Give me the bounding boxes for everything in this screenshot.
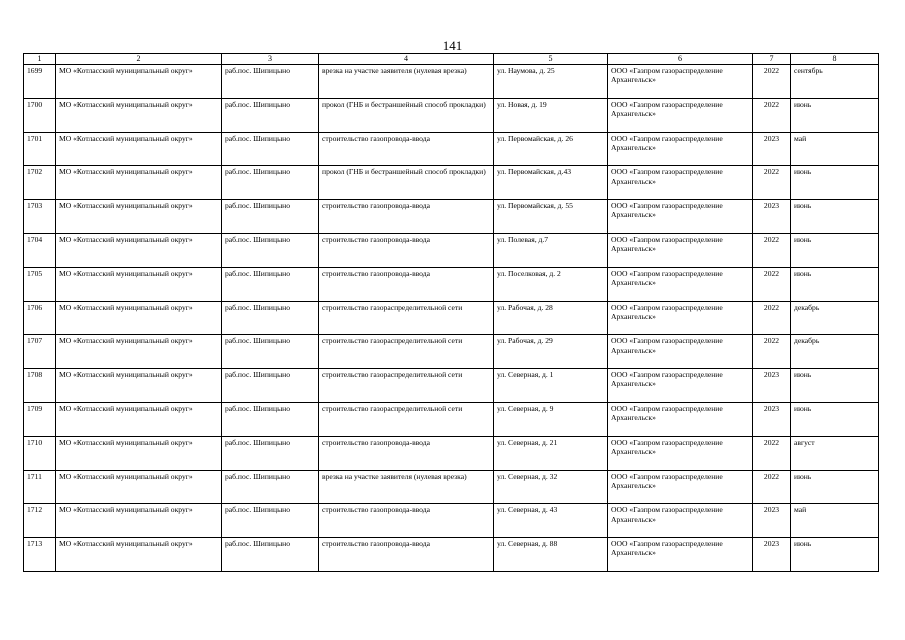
year-cell: 2023 <box>753 504 791 538</box>
work-type-cell: прокол (ГНБ и бестраншейный способ прокладки) <box>319 166 494 200</box>
table-row <box>24 166 879 200</box>
row-number-cell: 1701 <box>24 132 56 166</box>
table-row <box>24 200 879 234</box>
organization-cell: ООО «Газпром газораспределение Архангельск» <box>608 402 753 436</box>
year-cell: 2022 <box>753 233 791 267</box>
year-cell: 2023 <box>753 132 791 166</box>
month-cell: июнь <box>791 369 879 403</box>
organization-cell: ООО «Газпром газораспределение Архангельск» <box>608 504 753 538</box>
municipality-cell: МО «Котласский муниципальный округ» <box>56 132 222 166</box>
month-cell: декабрь <box>791 301 879 335</box>
organization-cell: ООО «Газпром газораспределение Архангельск» <box>608 98 753 132</box>
municipality-cell: МО «Котласский муниципальный округ» <box>56 233 222 267</box>
table-row <box>24 132 879 166</box>
year-cell: 2022 <box>753 301 791 335</box>
row-number-cell: 1700 <box>24 98 56 132</box>
column-header: 5 <box>494 54 608 65</box>
row-number-cell: 1702 <box>24 166 56 200</box>
address-cell: ул. Первомайская, д. 26 <box>494 132 608 166</box>
row-number-cell: 1712 <box>24 504 56 538</box>
address-cell: ул. Северная, д. 1 <box>494 369 608 403</box>
year-cell: 2022 <box>753 436 791 470</box>
address-cell: ул. Северная, д. 21 <box>494 436 608 470</box>
work-type-cell: строительство газораспределительной сети <box>319 402 494 436</box>
work-type-cell: строительство газопровода-ввода <box>319 538 494 572</box>
organization-cell: ООО «Газпром газораспределение Архангельск» <box>608 301 753 335</box>
address-cell: ул. Поселковая, д. 2 <box>494 267 608 301</box>
address-cell: ул. Рабочая, д. 29 <box>494 335 608 369</box>
work-type-cell: строительство газопровода-ввода <box>319 267 494 301</box>
data-table <box>23 53 879 572</box>
table-row <box>24 301 879 335</box>
address-cell: ул. Наумова, д. 25 <box>494 65 608 99</box>
organization-cell: ООО «Газпром газораспределение Архангельск» <box>608 233 753 267</box>
column-header: 1 <box>24 54 56 65</box>
month-cell: сентябрь <box>791 65 879 99</box>
year-cell: 2023 <box>753 402 791 436</box>
settlement-cell: раб.пос. Шипицыно <box>222 132 319 166</box>
column-header: 8 <box>791 54 879 65</box>
settlement-cell: раб.пос. Шипицыно <box>222 402 319 436</box>
row-number-cell: 1709 <box>24 402 56 436</box>
address-cell: ул. Рабочая, д. 28 <box>494 301 608 335</box>
settlement-cell: раб.пос. Шипицыно <box>222 98 319 132</box>
row-number-cell: 1699 <box>24 65 56 99</box>
column-header: 4 <box>319 54 494 65</box>
organization-cell: ООО «Газпром газораспределение Архангельск» <box>608 369 753 403</box>
organization-cell: ООО «Газпром газораспределение Архангельск» <box>608 436 753 470</box>
year-cell: 2023 <box>753 200 791 234</box>
row-number-cell: 1706 <box>24 301 56 335</box>
work-type-cell: строительство газораспределительной сети <box>319 369 494 403</box>
month-cell: декабрь <box>791 335 879 369</box>
month-cell: июнь <box>791 267 879 301</box>
settlement-cell: раб.пос. Шипицыно <box>222 504 319 538</box>
table-row <box>24 470 879 504</box>
table-row <box>24 233 879 267</box>
work-type-cell: строительство газораспределительной сети <box>319 335 494 369</box>
table-row <box>24 436 879 470</box>
settlement-cell: раб.пос. Шипицыно <box>222 470 319 504</box>
month-cell: июнь <box>791 166 879 200</box>
year-cell: 2022 <box>753 470 791 504</box>
column-header: 7 <box>753 54 791 65</box>
address-cell: ул. Северная, д. 88 <box>494 538 608 572</box>
page-number: 141 <box>442 38 463 53</box>
settlement-cell: раб.пос. Шипицыно <box>222 166 319 200</box>
table-row <box>24 369 879 403</box>
year-cell: 2022 <box>753 98 791 132</box>
year-cell: 2022 <box>753 166 791 200</box>
municipality-cell: МО «Котласский муниципальный округ» <box>56 538 222 572</box>
settlement-cell: раб.пос. Шипицыно <box>222 436 319 470</box>
table-row <box>24 267 879 301</box>
table-row <box>24 538 879 572</box>
row-number-cell: 1713 <box>24 538 56 572</box>
table-body <box>24 65 879 572</box>
municipality-cell: МО «Котласский муниципальный округ» <box>56 166 222 200</box>
year-cell: 2022 <box>753 267 791 301</box>
row-number-cell: 1707 <box>24 335 56 369</box>
row-number-cell: 1708 <box>24 369 56 403</box>
work-type-cell: строительство газопровода-ввода <box>319 436 494 470</box>
table-row <box>24 98 879 132</box>
row-number-cell: 1710 <box>24 436 56 470</box>
work-type-cell: строительство газопровода-ввода <box>319 504 494 538</box>
address-cell: ул. Первомайская, д. 55 <box>494 200 608 234</box>
address-cell: ул. Первомайская, д.43 <box>494 166 608 200</box>
municipality-cell: МО «Котласский муниципальный округ» <box>56 504 222 538</box>
municipality-cell: МО «Котласский муниципальный округ» <box>56 267 222 301</box>
year-cell: 2023 <box>753 538 791 572</box>
work-type-cell: врезка на участке заявителя (нулевая врезка) <box>319 65 494 99</box>
address-cell: ул. Полевая, д.7 <box>494 233 608 267</box>
row-number-cell: 1703 <box>24 200 56 234</box>
organization-cell: ООО «Газпром газораспределение Архангельск» <box>608 470 753 504</box>
month-cell: июнь <box>791 470 879 504</box>
settlement-cell: раб.пос. Шипицыно <box>222 65 319 99</box>
settlement-cell: раб.пос. Шипицыно <box>222 233 319 267</box>
row-number-cell: 1704 <box>24 233 56 267</box>
month-cell: июнь <box>791 233 879 267</box>
row-number-cell: 1711 <box>24 470 56 504</box>
table-row <box>24 504 879 538</box>
table-row <box>24 335 879 369</box>
work-type-cell: строительство газораспределительной сети <box>319 301 494 335</box>
work-type-cell: строительство газопровода-ввода <box>319 132 494 166</box>
address-cell: ул. Северная, д. 32 <box>494 470 608 504</box>
month-cell: июнь <box>791 98 879 132</box>
settlement-cell: раб.пос. Шипицыно <box>222 538 319 572</box>
address-cell: ул. Новая, д. 19 <box>494 98 608 132</box>
organization-cell: ООО «Газпром газораспределение Архангельск» <box>608 65 753 99</box>
table-row <box>24 65 879 99</box>
header-row <box>24 54 879 65</box>
month-cell: июнь <box>791 402 879 436</box>
column-header: 3 <box>222 54 319 65</box>
month-cell: август <box>791 436 879 470</box>
year-cell: 2022 <box>753 65 791 99</box>
month-cell: июнь <box>791 200 879 234</box>
municipality-cell: МО «Котласский муниципальный округ» <box>56 65 222 99</box>
municipality-cell: МО «Котласский муниципальный округ» <box>56 470 222 504</box>
organization-cell: ООО «Газпром газораспределение Архангельск» <box>608 538 753 572</box>
month-cell: май <box>791 504 879 538</box>
organization-cell: ООО «Газпром газораспределение Архангельск» <box>608 200 753 234</box>
work-type-cell: врезка на участке заявителя (нулевая врезка) <box>319 470 494 504</box>
municipality-cell: МО «Котласский муниципальный округ» <box>56 200 222 234</box>
settlement-cell: раб.пос. Шипицыно <box>222 335 319 369</box>
row-number-cell: 1705 <box>24 267 56 301</box>
year-cell: 2023 <box>753 369 791 403</box>
address-cell: ул. Северная, д. 9 <box>494 402 608 436</box>
settlement-cell: раб.пос. Шипицыно <box>222 200 319 234</box>
month-cell: июнь <box>791 538 879 572</box>
address-cell: ул. Северная, д. 43 <box>494 504 608 538</box>
organization-cell: ООО «Газпром газораспределение Архангельск» <box>608 335 753 369</box>
table-row <box>24 402 879 436</box>
work-type-cell: строительство газопровода-ввода <box>319 200 494 234</box>
organization-cell: ООО «Газпром газораспределение Архангельск» <box>608 267 753 301</box>
municipality-cell: МО «Котласский муниципальный округ» <box>56 369 222 403</box>
municipality-cell: МО «Котласский муниципальный округ» <box>56 436 222 470</box>
month-cell: май <box>791 132 879 166</box>
municipality-cell: МО «Котласский муниципальный округ» <box>56 335 222 369</box>
organization-cell: ООО «Газпром газораспределение Архангельск» <box>608 166 753 200</box>
municipality-cell: МО «Котласский муниципальный округ» <box>56 301 222 335</box>
municipality-cell: МО «Котласский муниципальный округ» <box>56 402 222 436</box>
column-header: 6 <box>608 54 753 65</box>
municipality-cell: МО «Котласский муниципальный округ» <box>56 98 222 132</box>
work-type-cell: строительство газопровода-ввода <box>319 233 494 267</box>
settlement-cell: раб.пос. Шипицыно <box>222 301 319 335</box>
work-type-cell: прокол (ГНБ и бестраншейный способ прокладки) <box>319 98 494 132</box>
organization-cell: ООО «Газпром газораспределение Архангельск» <box>608 132 753 166</box>
settlement-cell: раб.пос. Шипицыно <box>222 369 319 403</box>
settlement-cell: раб.пос. Шипицыно <box>222 267 319 301</box>
column-header: 2 <box>56 54 222 65</box>
year-cell: 2022 <box>753 335 791 369</box>
